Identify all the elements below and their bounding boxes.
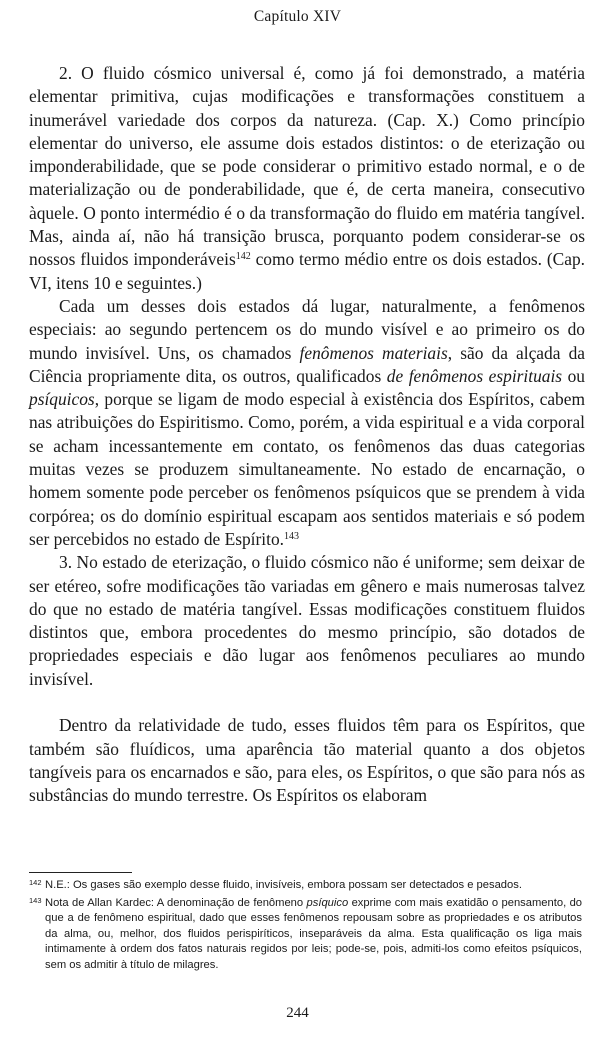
footnote-reference[interactable]: 143 bbox=[284, 530, 299, 542]
paragraph-text: Cada um desses dois estados dá lugar, naturalmente, a fenômenos especiais: ao segundo pertencem os do mundo visível e ao primeiro os do mundo invisível. Uns, os chamados bbox=[29, 295, 585, 363]
paragraph-relativity: Dentro da relatividade de tudo, esses fluidos têm para os Espíritos, que também são fluídicos, uma aparência tão material quanto a dos objetos tangíveis para os encarnados e são, para eles, os Espíritos, o que são para nós as substâncias do mundo terrestre. Os Espíritos os elaboram bbox=[29, 715, 585, 806]
running-head: Capítulo XIV bbox=[253, 8, 342, 25]
paragraph-phenomena bbox=[29, 295, 585, 551]
footnote-text: Nota de Allan Kardec: A denominação de fenômeno bbox=[45, 896, 307, 909]
paragraph-text: , são da alçada da Ciência propriamente dita, os outros, qualificados bbox=[29, 342, 585, 386]
footnote-divider bbox=[29, 872, 132, 873]
emphasis-text: psíquicos bbox=[29, 389, 95, 410]
footnote-143: 143 Nota de Allan Kardec: A denominação de fenômeno psíquico exprime com mais exatidão o pensamento, do que a de fenômeno espiritual, dado que esses fenômenos repousam sobre as propriedades e os atributos da alma, ou, melhor, dos fluidos perispiríticos, inseparáveis da alma. Esta qualificação os liga mais intimamente à ordem dos fatos naturais regidos por leis; pode-se, pois, admiti-los como efeitos psíquicos, sem os admitir à título de milagres. bbox=[29, 895, 583, 971]
paragraph-text: ou bbox=[562, 365, 586, 386]
footnote-142: 142 N.E.: Os gases são exemplo desse fluido, invisíveis, embora possam ser detectados e pesados. bbox=[29, 878, 522, 891]
footnote-text: exprime com mais exatidão o pensamento, do que a de fenômeno espiritual, dado que esses fenômenos repousam sobre as propriedades e os atributos da alma, ou, melhor, dos fluidos perispiríticos, inseparáveis da alma. Esta qualificação os liga mais intimamente à ordem dos fatos naturais regidos por leis; pode-se, pois, admiti-los como efeitos psíquicos, sem os admitir à título de milagres. bbox=[45, 896, 583, 971]
body-text bbox=[29, 62, 585, 808]
emphasis-text: fenômenos materiais bbox=[299, 342, 448, 363]
paragraph-text: , porque se ligam de modo especial à existência dos Espíritos, cabem nas atribuições do Espiritismo. Como, porém, a vida espiritual e a vida corporal se acham incessantemente em contato, os fenômenos das duas categorias muitas vezes se produzem simultaneamente. No estado de encarnação, o homem somente pode perceber os fenômenos psíquicos que se prendem à vida corpórea; os do domínio espiritual escapam aos sentidos materiais e só podem ser percebidos no estado de Espírito. bbox=[29, 389, 585, 549]
footnote-reference[interactable]: 142 bbox=[235, 251, 251, 263]
page-number: 244 bbox=[286, 1005, 309, 1021]
emphasis-text: de fenômenos espirituais bbox=[386, 365, 563, 386]
paragraph-text: como termo médio entre os dois estados. (Cap. VI, itens 10 e seguintes.) bbox=[29, 249, 585, 293]
paragraph-item-2 bbox=[29, 62, 585, 295]
emphasis-text: psíquico bbox=[306, 896, 349, 909]
paragraph-item-3: 3. No estado de eterização, o fluido cósmico não é uniforme; sem deixar de ser etéreo, sofre modificações tão variadas em gênero e mais numerosas talvez do que no estado de matéria tangível. Essas modificações constituem fluidos distintos que, embora procedentes do mesmo princípio, são dotados de propriedades especiais e dão lugar aos fenômenos peculiares ao mundo invisível. bbox=[29, 552, 585, 689]
footnotes bbox=[29, 878, 582, 976]
footnote-text: N.E.: Os gases são exemplo desse fluido, invisíveis, embora possam ser detectados e pesados. bbox=[45, 879, 522, 891]
paragraph-text: 2. O fluido cósmico universal é, como já foi demonstrado, a matéria elementar primitiva, cujas modificações e transformações constituem a inumerável variedade dos corpos da natureza. (Cap. X.) Como princípio elementar do universo, ele assume dois estados distintos: o de eterização ou imponderabilidade, que se pode considerar o primitivo estado normal, e o de materialização ou de ponderabilidade, que é, de certa maneira, consecutivo àquele. O ponto intermédio é o da transformação do fluido em matéria tangível. Mas, ainda aí, não há transição brusca, porquanto podem considerar-se os nossos fluidos imponderáveis bbox=[29, 63, 585, 270]
